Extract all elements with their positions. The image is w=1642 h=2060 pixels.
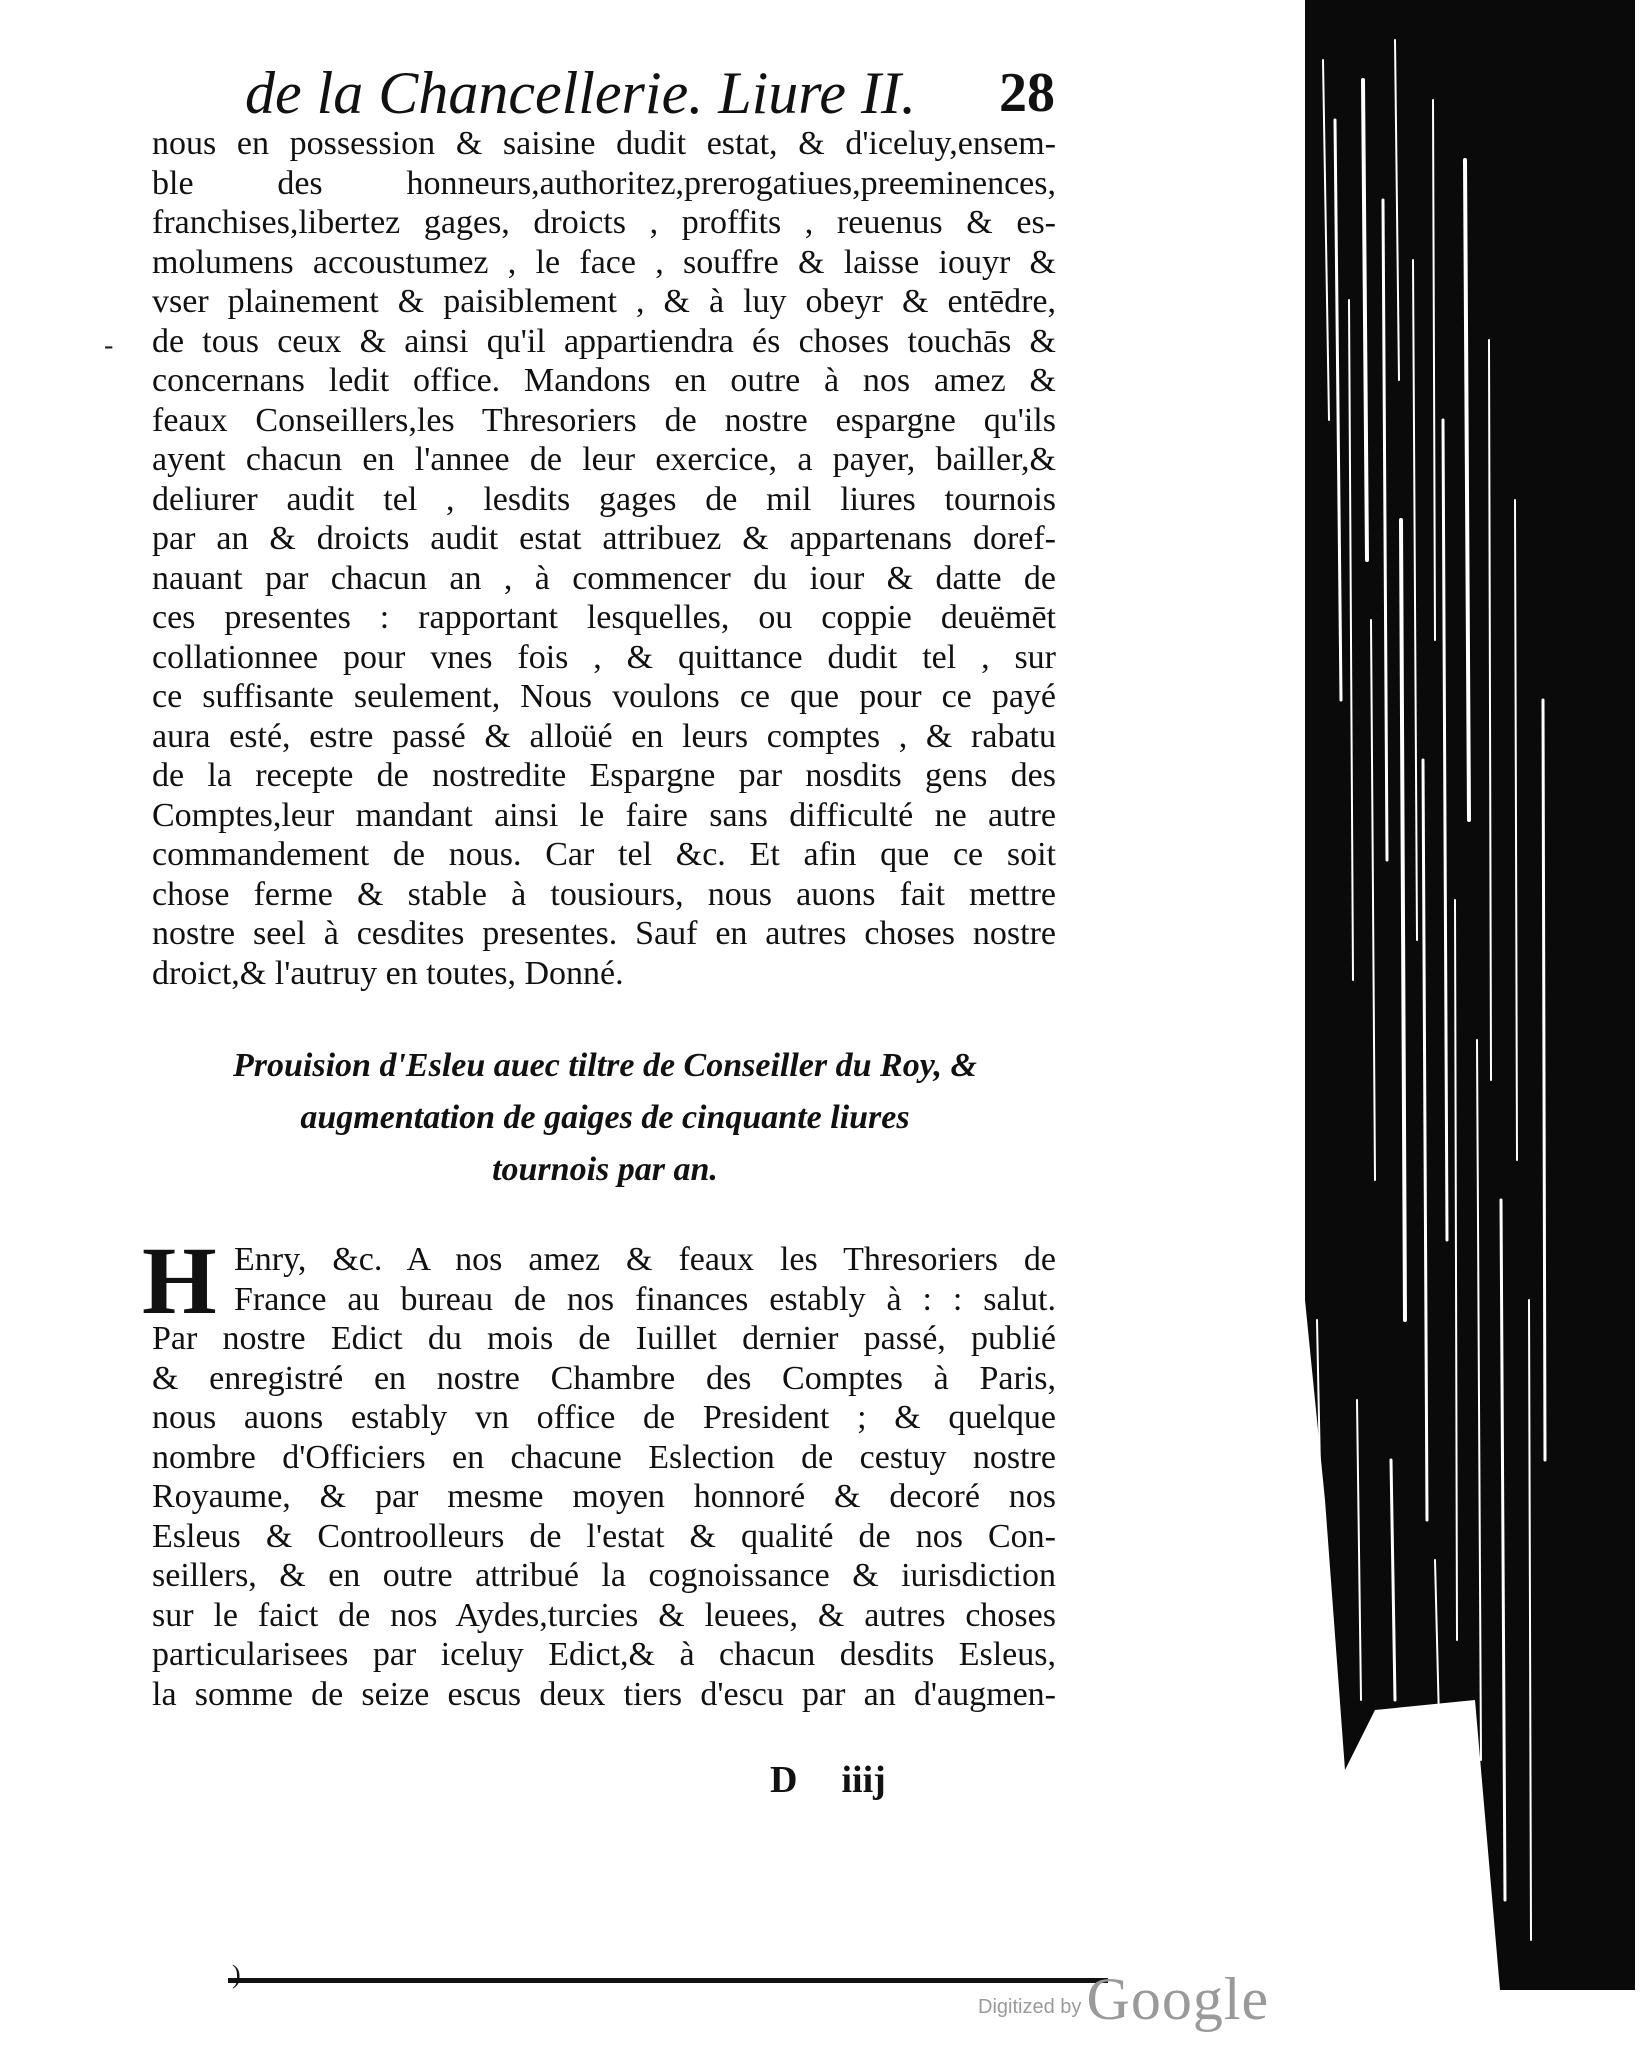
text-line: nous en possession & saisine dudit estat, & d'iceluy,ensem- [152, 125, 1056, 162]
book-fore-edge [1305, 0, 1635, 1990]
signature-mark [770, 1758, 886, 1802]
heading-line: tournois par an. [492, 1151, 718, 1188]
text-line: commandement de nous. Car tel &c. Et afin que ce soit [152, 836, 1056, 873]
text-line: & enregistré en nostre Chambre des Comptes à Paris, [152, 1359, 1056, 1397]
section-heading [150, 1040, 1060, 1196]
text-line: nous auons estably vn office de President ; & quelque [152, 1399, 1056, 1436]
text-line: Royaume, & par mesme moyen honnoré & decoré nos [152, 1478, 1056, 1515]
text-line: ce suffisante seulement, Nous voulons ce que pour ce payé [152, 678, 1056, 715]
text-line: ble des honneurs,authoritez,prerogatiues,preeminences, [152, 164, 1056, 202]
text-line: droict,& l'autruy en toutes, Donné. [152, 954, 624, 992]
text-line: deliurer audit tel , lesdits gages de mil liures tournois [152, 480, 1056, 518]
heading-line: augmentation de gaiges de cinquante liures [300, 1099, 910, 1136]
text-line: Par nostre Edict du mois de Iuillet dernier passé, publié [152, 1320, 1056, 1357]
text-line: particularisees par iceluy Edict,& à chacun desdits Esleus, [152, 1636, 1056, 1673]
signature-numeral: iiij [841, 1759, 886, 1801]
digitized-by-google-watermark [978, 1965, 1269, 2034]
text-line: seillers, & en outre attribué la cognoissance & iurisdiction [152, 1557, 1056, 1594]
running-title: de la Chancellerie. Liure II. [245, 60, 916, 126]
text-line: de tous ceux & ainsi qu'il appartiendra és choses touchās & [152, 322, 1056, 360]
google-logo: Google [1086, 1966, 1270, 2032]
text-line: Enry, &c. A nos amez & feaux les Thresoriers de [234, 1241, 1056, 1278]
text-line: ces presentes : rapportant lesquelles, ou coppie deuëmēt [152, 599, 1056, 636]
text-line: franchises,libertez gages, droicts , proffits , reuenus & es- [152, 204, 1056, 241]
text-line: vser plainement & paisiblement , & à luy obeyr & entēdre, [152, 283, 1056, 320]
drop-cap-initial: H [142, 1227, 217, 1334]
text-line: sur le faict de nos Aydes,turcies & leuees, & autres choses [152, 1596, 1056, 1634]
paragraph-continued [152, 124, 1056, 993]
text-line: nauant par chacun an , à commencer du iour & datte de [152, 559, 1056, 597]
text-line: ayent chacun en l'annee de leur exercice, a payer, bailler,& [152, 441, 1056, 478]
text-line: collationnee pour vnes fois , & quittance dudit tel , sur [152, 638, 1056, 676]
text-line: nostre seel à cesdites presentes. Sauf en autres choses nostre [152, 915, 1056, 952]
watermark-small-text: Digitized by [978, 1996, 1082, 2018]
text-line: chose ferme & stable à tousiours, nous auons fait mettre [152, 875, 1056, 913]
signature-letter: D [770, 1759, 798, 1801]
text-line: France au bureau de nos finances estably à : : salut. [234, 1280, 1056, 1318]
text-line: concernans ledit office. Mandons en outre à nos amez & [152, 362, 1056, 399]
text-line: feaux Conseillers,les Thresoriers de nostre espargne qu'ils [152, 401, 1056, 439]
text-line: Esleus & Controolleurs de l'estat & qualité de nos Con- [152, 1517, 1056, 1555]
heading-line: Prouision d'Esleu auec tiltre de Conseiller du Roy, & [233, 1047, 977, 1084]
text-line: de la recepte de nostredite Espargne par nosdits gens des [152, 757, 1056, 794]
bottom-rule [228, 1978, 1108, 1983]
text-line: aura esté, estre passé & alloüé en leurs comptes , & rabatu [152, 717, 1056, 755]
text-line: Comptes,leur mandant ainsi le faire sans difficulté ne autre [152, 796, 1056, 834]
page-number: 28 [999, 62, 1055, 124]
paragraph-letter [142, 1227, 1056, 1714]
running-header [245, 58, 1055, 128]
text-line: molumens accoustumez , le face , souffre & laisse iouyr & [152, 243, 1056, 281]
text-line: nombre d'Officiers en chacune Eslection de cestuy nostre [152, 1438, 1056, 1476]
margin-mark: ) [232, 1960, 241, 1989]
text-line: par an & droicts audit estat attribuez & appartenans doref- [152, 520, 1056, 557]
text-line: la somme de seize escus deux tiers d'escu par an d'augmen- [152, 1675, 1056, 1713]
margin-mark: - [104, 330, 114, 361]
